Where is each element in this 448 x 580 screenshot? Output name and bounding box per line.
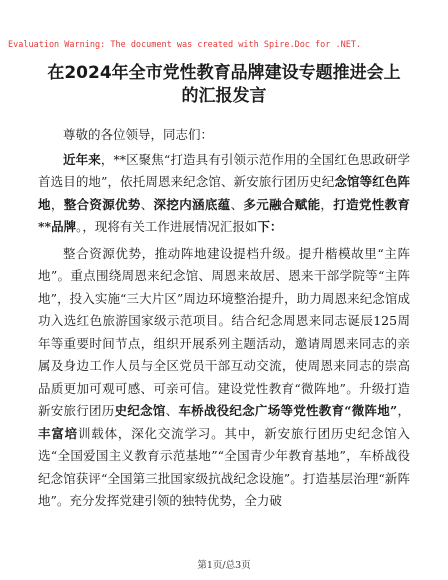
intro-text: 。，现将有关工作进展情况汇报如 <box>76 219 258 234</box>
intro-bold-text: 整合资源优势 <box>63 196 141 212</box>
intro-text: ， <box>320 196 334 212</box>
greeting-paragraph: 尊敬的各位领导，同志们： <box>63 127 214 142</box>
intro-text: 、 <box>140 196 154 212</box>
resource-text: 、 <box>165 403 179 418</box>
resource-text: ， <box>397 403 410 418</box>
resource-bold-text: 史纪念馆 <box>114 403 166 418</box>
resource-text: 整合资源优势，推动阵地建设提档升级。提升楷模故里“主阵地”。重点围绕周恩来纪念馆、周恩来故居、恩来干部学院等“主阵地”，投入实施“三大片区”周边环境整治提升，助力周恩来纪念馆成功入选红色旅游国家级示范项目。结合纪念周恩来同志诞辰125周年等重要时间节点，组织开展系列主题活动，邀请周恩来同志的亲属及身边工作人员与全区党员干部互动交流，使周恩来同志的崇高品质更加可观可感、可亲可信。建设党性教育“微阵地”。升级打造新安旅行团历 <box>38 245 410 418</box>
intro-bold-text: 打造党性教育**品牌 <box>38 196 410 234</box>
resource-paragraph <box>38 243 410 513</box>
intro-text: ，**区聚焦“打造具有引领示范作用的全国红色思政研学首选目的地”，依托周恩来纪念馆、新安旅行团历史纪 <box>38 151 410 189</box>
intro-bold-text: 深挖内涵底蕴 <box>153 196 231 212</box>
intro-text: ， <box>50 196 64 212</box>
intro-bold-text: 多元融合赋能 <box>243 196 321 212</box>
intro-paragraph <box>38 149 410 239</box>
document-body <box>38 124 410 513</box>
page-footer: 第1页/总3页 <box>197 560 251 571</box>
intro-text: 、 <box>230 196 244 212</box>
evaluation-watermark: Evaluation Warning: The document was created with Spire.Doc for .NET. <box>8 40 362 50</box>
intro-bold-text: 下： <box>257 219 283 234</box>
document-title: 在2024年全市党性教育品牌建设专题推进会上的汇报发言 <box>47 63 401 106</box>
resource-bold-text: 丰富培 <box>38 425 78 441</box>
resource-text: 训载体，深化交流学习。其中，新安旅行团历史纪念馆入选“全国爱国主义教育示范基地”“全国青少年教育基地”，车桥战役纪念馆获评“全国第三批国家级抗战纪念设施”。打造基层治理“新阵地”。充分发挥党建引领的独特优势，全力破 <box>38 425 410 508</box>
resource-bold-text: 车桥战役纪念广场等党性教育 <box>178 403 345 418</box>
intro-bold-text: 念馆等红色阵地 <box>38 174 410 212</box>
resource-bold-text: “微阵地” <box>344 403 398 418</box>
intro-bold-text: 近年来 <box>63 151 101 167</box>
